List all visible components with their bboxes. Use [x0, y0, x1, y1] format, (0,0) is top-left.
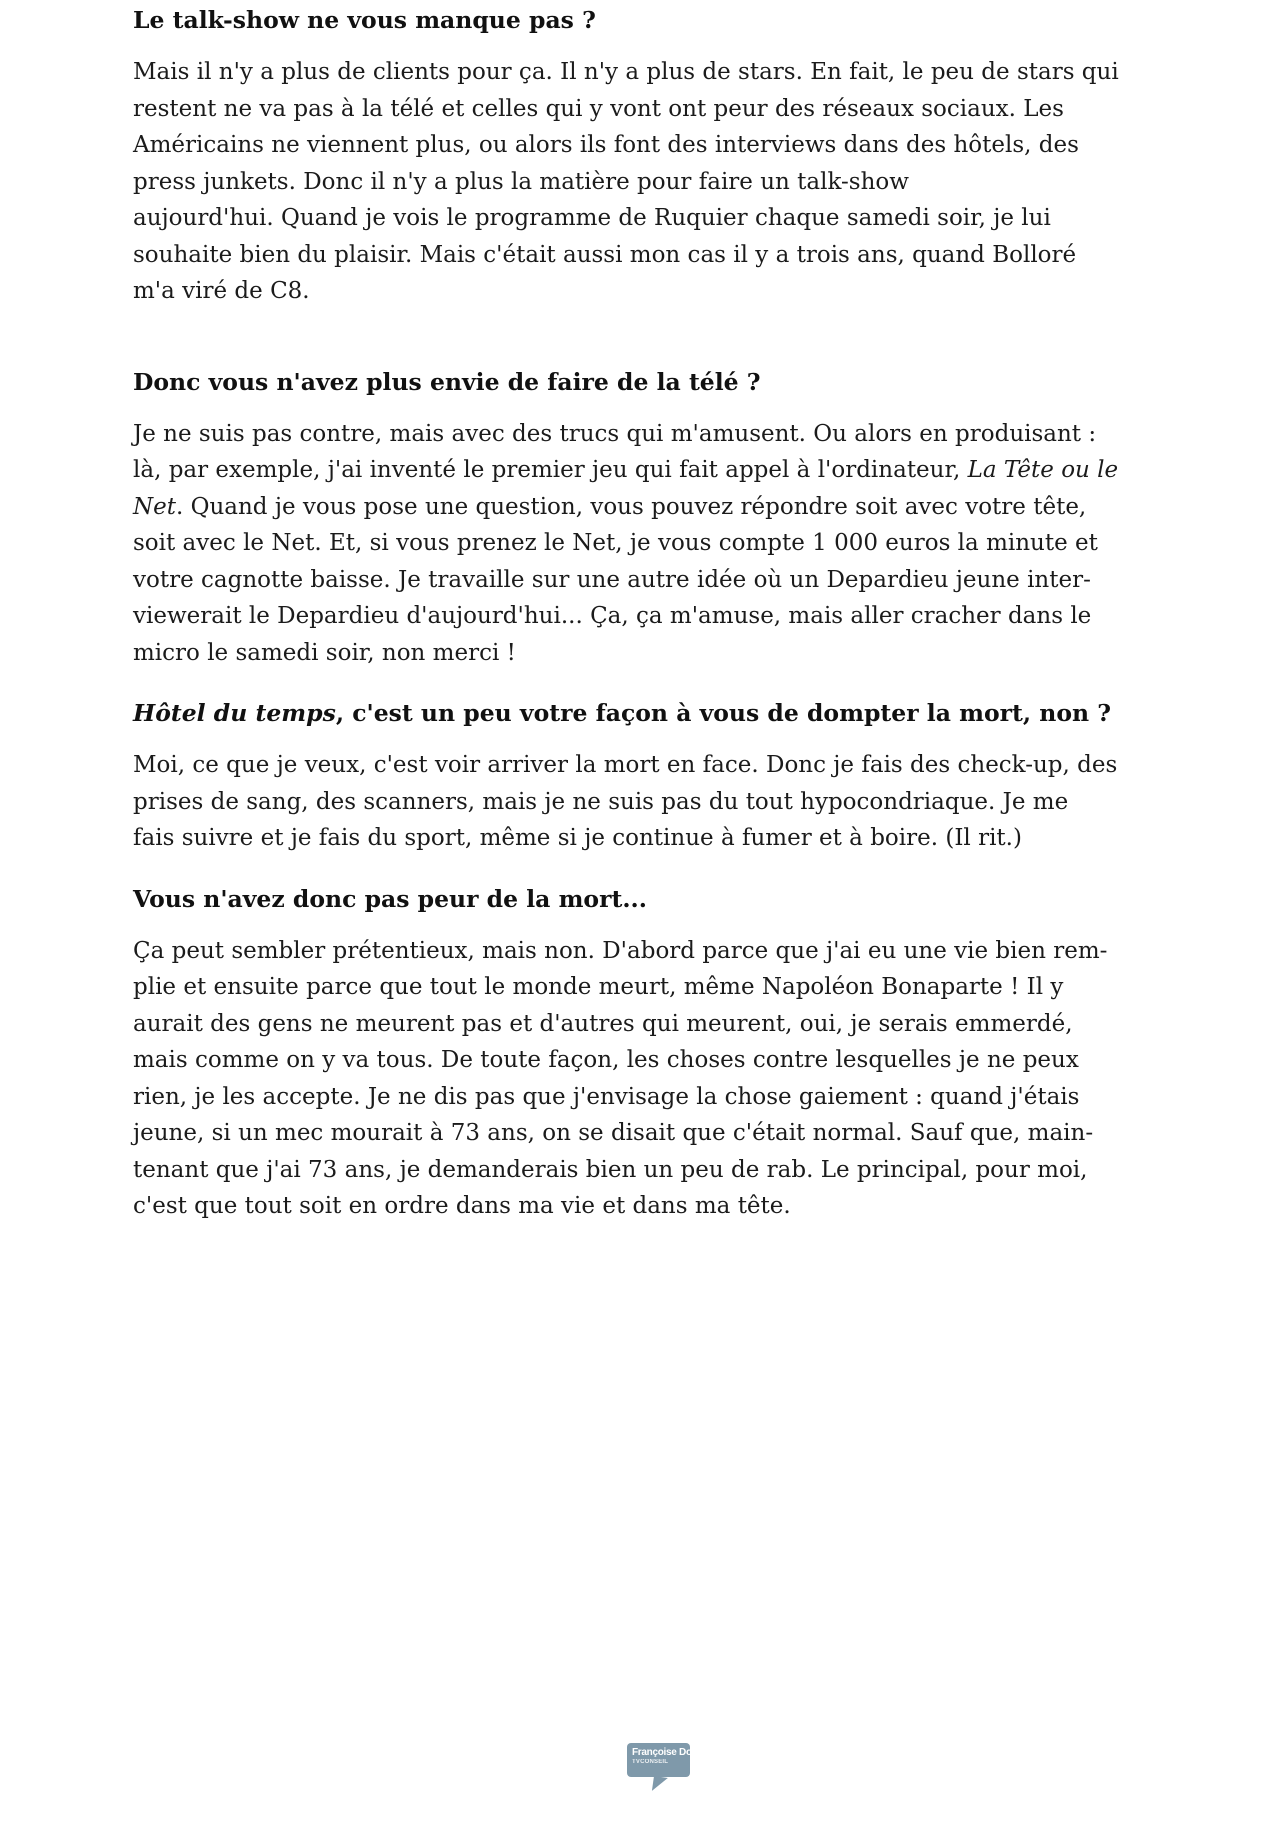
text-line: viewerait le Depardieu d'aujourd'hui... Ça, ça m'amuse, mais aller cracher dans le — [133, 603, 1092, 629]
answer-paragraph — [133, 747, 1173, 857]
text-line: c'est que tout soit en ordre dans ma vie et dans ma tête. — [133, 1193, 791, 1219]
text-line: prises de sang, des scanners, mais je ne suis pas du tout hypocondriaque. Je me — [133, 788, 1069, 815]
text-line: jeune, si un mec mourait à 73 ans, on se disait que c'était normal. Sauf que, main- — [133, 1120, 1094, 1146]
question-heading: Donc vous n'avez plus envie de faire de la télé ? — [133, 367, 761, 396]
speech-bubble — [627, 1743, 703, 1777]
text-line: soit avec le Net. Et, si vous prenez le Net, je vous compte 1 000 euros la minute et — [133, 530, 1098, 556]
question-heading: Vous n'avez donc pas peur de la mort... — [133, 884, 647, 913]
text-line: restent ne va pas à la télé et celles qui y vont ont peur des réseaux sociaux. Les — [133, 95, 1064, 122]
text-line: Moi, ce que je veux, c'est voir arriver la mort en face. Donc je fais des check-up, des — [133, 752, 1118, 778]
text-line: m'a viré de C8. — [133, 278, 310, 304]
text-line: votre cagnotte baisse. Je travaille sur une autre idée où un Depardieu jeune inter- — [133, 566, 1091, 593]
logo-name-text: Françoise Doux — [632, 1747, 703, 1758]
answer-paragraph — [133, 416, 1173, 672]
logo-subtitle-text: TVCONSEIL — [632, 1759, 669, 1765]
text-line: press junkets. Donc il n'y a plus la matière pour faire un talk-show — [133, 168, 909, 195]
text-line: là, par exemple, j'ai inventé le premier jeu qui fait appel à l'ordinateur, La Tête ou le — [133, 457, 1119, 483]
interview-article — [133, 0, 1173, 1225]
interview-section-hotel-du-temps — [133, 695, 1173, 857]
interview-section-tele — [133, 364, 1173, 672]
speech-bubble-tail-icon — [652, 1776, 668, 1793]
interview-section-talkshow — [133, 2, 1173, 310]
text-line: Américains ne viennent plus, ou alors ils font des interviews dans des hôtels, des — [133, 132, 1079, 158]
text-line: aurait des gens ne meurent pas et d'autres qui meurent, oui, je serais emmerdé, — [133, 1010, 1073, 1037]
brand-logo — [627, 1743, 703, 1795]
text-line: souhaite bien du plaisir. Mais c'était aussi mon cas il y a trois ans, quand Bolloré — [133, 241, 1077, 268]
question-heading: Le talk-show ne vous manque pas ? — [133, 6, 596, 34]
text-line: tenant que j'ai 73 ans, je demanderais bien un peu de rab. Le principal, pour moi, — [133, 1156, 1088, 1183]
text-line: mais comme on y va tous. De toute façon, les choses contre lesquelles je ne peux — [133, 1047, 1079, 1073]
interview-section-mort — [133, 881, 1173, 1225]
text-line: aujourd'hui. Quand je vois le programme de Ruquier chaque samedi soir, je lui — [133, 205, 1051, 231]
text-line: fais suivre et je fais du sport, même si je continue à fumer et à boire. (Il rit.) — [133, 825, 1022, 851]
text-line: micro le samedi soir, non merci ! — [133, 639, 516, 666]
answer-paragraph — [133, 54, 1173, 310]
text-line: rien, je les accepte. Je ne dis pas que j'envisage la chose gaiement : quand j'étais — [133, 1083, 1080, 1110]
text-line: plie et ensuite parce que tout le monde meurt, même Napoléon Bonaparte ! Il y — [133, 974, 1064, 1000]
text-line: Je ne suis pas contre, mais avec des trucs qui m'amusent. Ou alors en produisant : — [133, 420, 1097, 447]
answer-paragraph — [133, 933, 1173, 1225]
question-heading: Hôtel du temps, c'est un peu votre façon à vous de dompter la mort, non ? — [133, 699, 1112, 727]
text-line: Ça peut sembler prétentieux, mais non. D'abord parce que j'ai eu une vie bien rem- — [133, 937, 1108, 964]
text-line: Net. Quand je vous pose une question, vous pouvez répondre soit avec votre tête, — [133, 493, 1087, 520]
text-line: Mais il n'y a plus de clients pour ça. Il n'y a plus de stars. En fait, le peu de stars qui — [133, 59, 1119, 85]
